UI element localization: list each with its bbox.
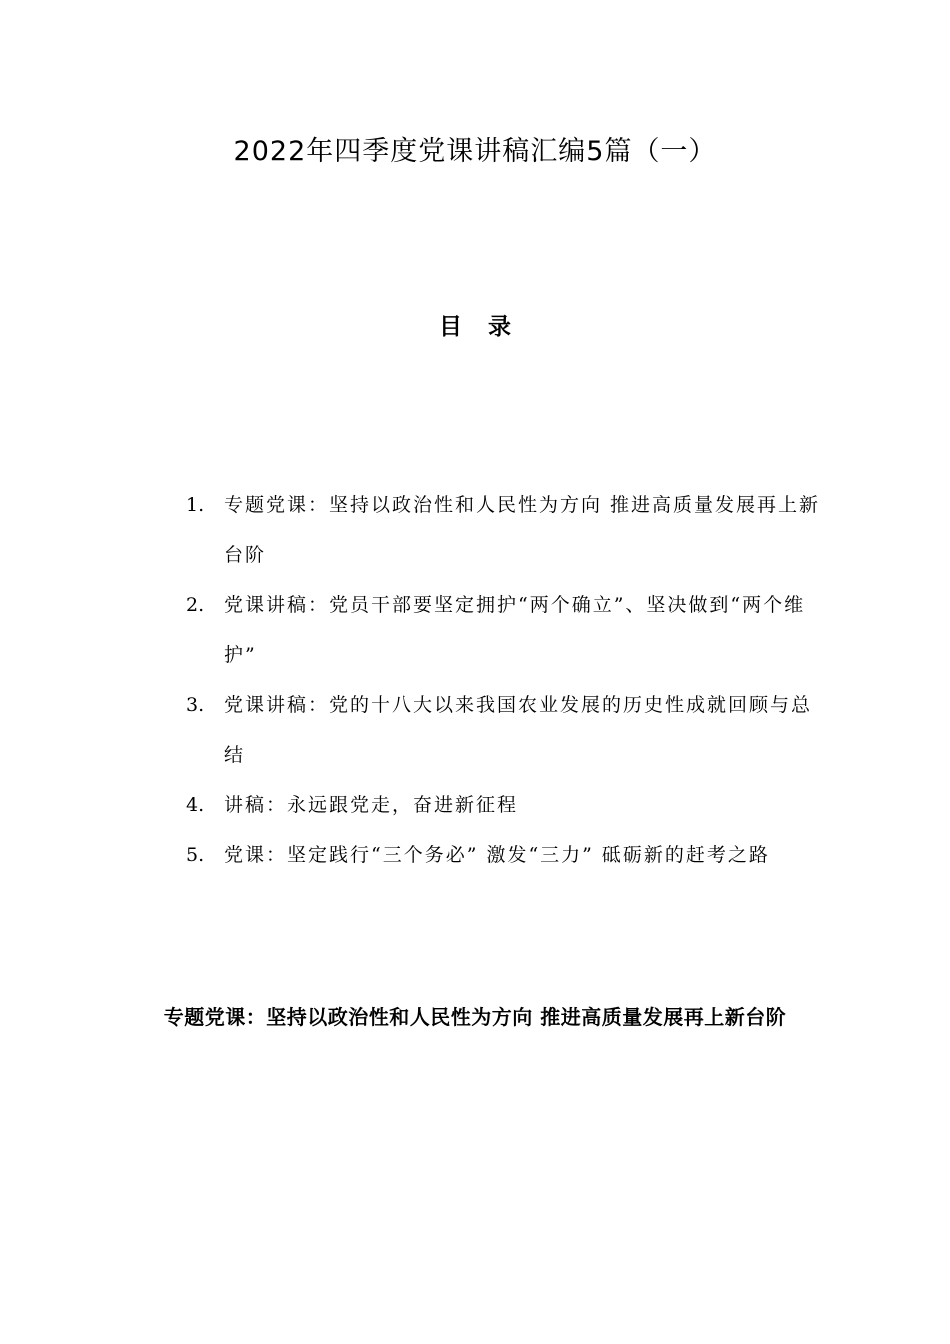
toc-item-text: 党课讲稿：党的十八大以来我国农业发展的历史性成就回顾与总结 [224, 694, 813, 766]
toc-heading [0, 310, 950, 344]
toc-item-5[interactable] [186, 830, 826, 880]
toc-item-text: 专题党课：坚持以政治性和人民性为方向 推进高质量发展再上新台阶 [224, 494, 821, 566]
table-of-contents [186, 480, 826, 880]
toc-heading-right: 录 [488, 313, 511, 340]
toc-item-number: 2. [186, 594, 205, 616]
toc-item-number: 4. [186, 794, 205, 816]
toc-item-4[interactable] [186, 780, 826, 830]
toc-item-text: 党课讲稿：党员干部要坚定拥护“两个确立”、坚决做到“两个维护” [224, 594, 806, 666]
toc-item-2[interactable] [186, 580, 826, 680]
toc-item-number: 5. [186, 844, 205, 866]
toc-item-3[interactable] [186, 680, 826, 780]
toc-item-number: 3. [186, 694, 205, 716]
toc-heading-left: 目 [439, 313, 462, 340]
toc-item-text: 党课：坚定践行“三个务必” 激发“三力” 砥砺新的赶考之路 [224, 844, 770, 866]
toc-item-text: 讲稿：永远跟党走，奋进新征程 [224, 794, 519, 816]
document-title: 2022年四季度党课讲稿汇编5篇（一） [233, 136, 717, 167]
toc-item-1[interactable] [186, 480, 826, 580]
section-title: 专题党课：坚持以政治性和人民性为方向 推进高质量发展再上新台阶 [163, 1005, 787, 1029]
toc-item-number: 1. [186, 494, 205, 516]
